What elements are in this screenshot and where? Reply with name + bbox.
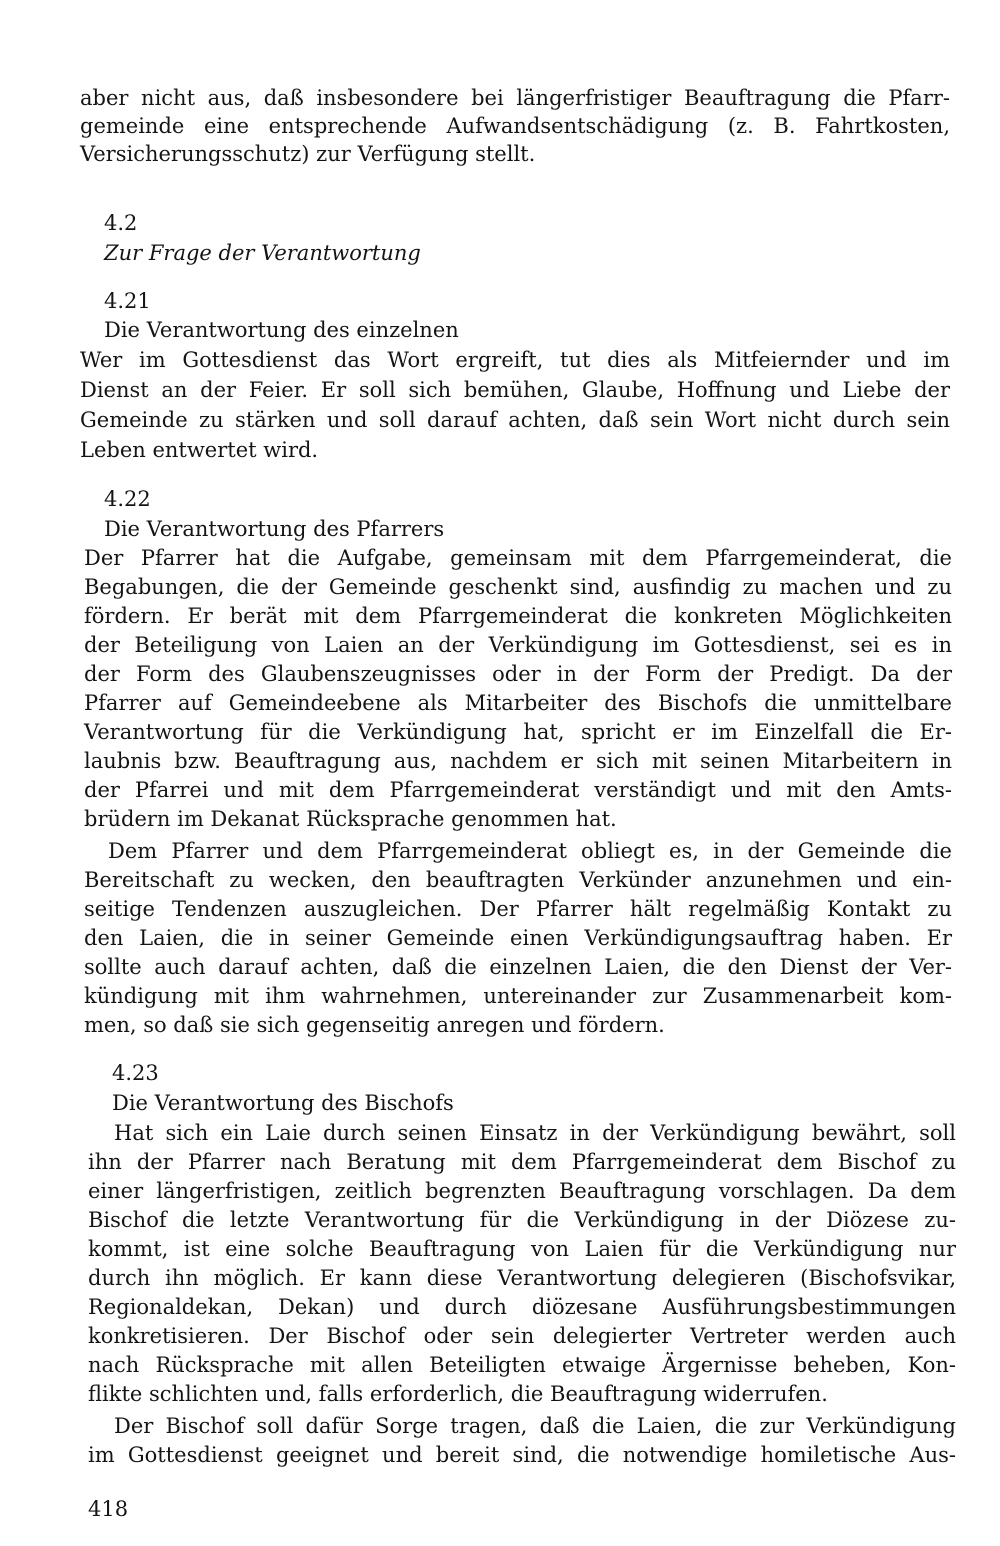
section-number: 4.22 (104, 487, 151, 511)
paragraph-line: der Pfarrei und mit dem Pfarrgemeinderat verständigt und mit den Amts- (84, 778, 952, 802)
paragraph-line: Pfarrer auf Gemeindeebene als Mitarbeiter des Bischofs die unmittelbare (84, 691, 952, 715)
paragraph-line: aber nicht aus, daß insbesondere bei längerfristiger Beauftragung die Pfarr- (80, 86, 950, 110)
paragraph-line: brüdern im Dekanat Rücksprache genommen hat. (84, 807, 617, 831)
section-number: 4.2 (104, 211, 138, 235)
paragraph-line: kündigung mit ihm wahrnehmen, untereinander zur Zusammenarbeit kom- (84, 984, 952, 1008)
paragraph-line: konkretisieren. Der Bischof oder sein delegierter Vertreter werden auch (88, 1324, 956, 1348)
paragraph-line: Gemeinde zu stärken und soll darauf achten, daß sein Wort nicht durch sein (80, 408, 950, 432)
paragraph-line: fördern. Er berät mit dem Pfarrgemeinderat die konkreten Möglichkeiten (84, 604, 952, 628)
paragraph-line: Dem Pfarrer und dem Pfarrgemeinderat obliegt es, in der Gemeinde die (108, 839, 952, 863)
section-title: Die Verantwortung des einzelnen (104, 318, 459, 342)
paragraph-line: seitige Tendenzen auszugleichen. Der Pfarrer hält regelmäßig Kontakt zu (84, 897, 952, 921)
section-title: Zur Frage der Verantwortung (104, 241, 421, 265)
paragraph-line: gemeinde eine entsprechende Aufwandsentschädigung (z. B. Fahrtkosten, (80, 114, 950, 138)
paragraph-line: Der Pfarrer hat die Aufgabe, gemeinsam mit dem Pfarrgemeinderat, die (84, 546, 952, 570)
paragraph-line: Bereitschaft zu wecken, den beauftragten Verkünder anzunehmen und ein- (84, 868, 952, 892)
paragraph-line: Dienst an der Feier. Er soll sich bemühen, Glaube, Hoffnung und Liebe der (80, 378, 950, 402)
paragraph-line: Hat sich ein Laie durch seinen Einsatz in der Verkündigung bewährt, soll (114, 1121, 956, 1145)
paragraph-line: laubnis bzw. Beauftragung aus, nachdem er sich mit seinen Mitarbeitern in (84, 749, 952, 773)
paragraph-line: flikte schlichten und, falls erforderlich, die Beauftragung widerrufen. (88, 1382, 828, 1406)
paragraph-line: den Laien, die in seiner Gemeinde einen Verkündigungsauftrag haben. Er (84, 926, 952, 950)
section-title: Die Verantwortung des Pfarrers (104, 517, 445, 541)
section-number: 4.23 (112, 1061, 159, 1085)
paragraph-line: durch ihn möglich. Er kann diese Verantwortung delegieren (Bischofsvikar, (88, 1266, 956, 1290)
paragraph-line: Leben entwertet wird. (80, 438, 319, 462)
paragraph-line: men, so daß sie sich gegenseitig anregen und fördern. (84, 1013, 665, 1037)
paragraph-line: der Form des Glaubenszeugnisses oder in der Form der Predigt. Da der (84, 662, 952, 686)
page-number: 418 (88, 1497, 129, 1521)
paragraph-line: Der Bischof soll dafür Sorge tragen, daß die Laien, die zur Verkündigung (114, 1414, 956, 1438)
paragraph-line: Verantwortung für die Verkündigung hat, spricht er im Einzelfall die Er- (84, 720, 952, 744)
paragraph-line: nach Rücksprache mit allen Beteiligten etwaige Ärgernisse beheben, Kon- (88, 1353, 956, 1377)
paragraph-line: der Beteiligung von Laien an der Verkündigung im Gottesdienst, sei es in (84, 633, 952, 657)
paragraph-line: ihn der Pfarrer nach Beratung mit dem Pfarrgemeinderat dem Bischof zu (88, 1150, 956, 1174)
paragraph-line: sollte auch darauf achten, daß die einzelnen Laien, die den Dienst der Ver- (84, 955, 952, 979)
paragraph-line: Regionaldekan, Dekan) und durch diözesane Ausführungsbestimmungen (88, 1295, 956, 1319)
paragraph-line: Bischof die letzte Verantwortung für die Verkündigung in der Diözese zu- (88, 1208, 956, 1232)
paragraph-line: einer längerfristigen, zeitlich begrenzten Beauftragung vorschlagen. Da dem (88, 1179, 956, 1203)
paragraph-line: im Gottesdienst geeignet und bereit sind, die notwendige homiletische Aus- (88, 1443, 956, 1467)
section-number: 4.21 (104, 289, 151, 313)
section-title: Die Verantwortung des Bischofs (112, 1091, 454, 1115)
paragraph-line: Wer im Gottesdienst das Wort ergreift, tut dies als Mitfeiernder und im (80, 348, 950, 372)
paragraph-line: Versicherungsschutz) zur Verfügung stellt. (80, 142, 536, 166)
paragraph-line: kommt, ist eine solche Beauftragung von Laien für die Verkündigung nur (88, 1237, 956, 1261)
paragraph-line: Begabungen, die der Gemeinde geschenkt sind, ausfindig zu machen und zu (84, 575, 952, 599)
